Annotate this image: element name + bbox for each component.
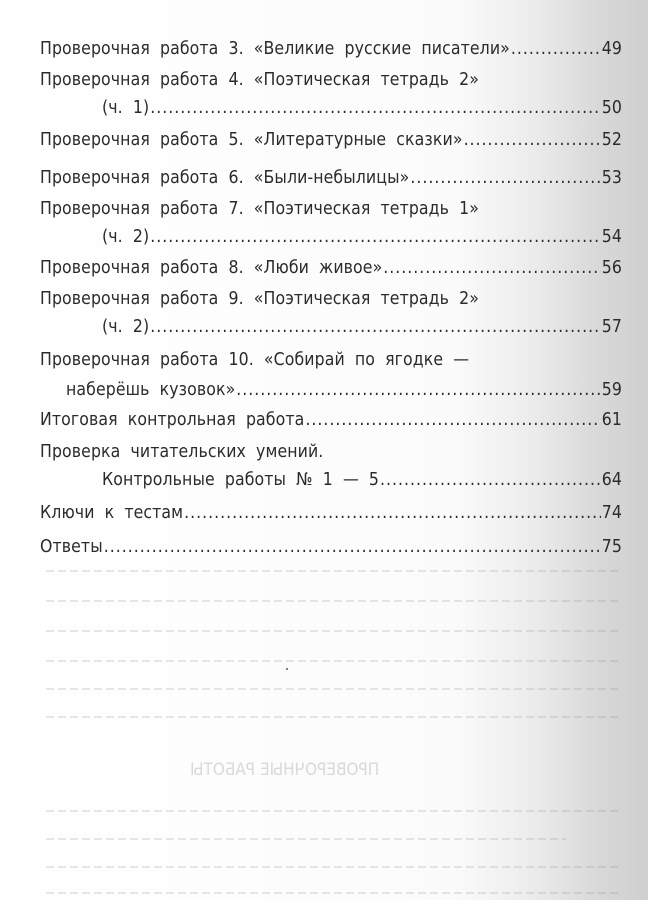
toc-page-number: 53 — [601, 168, 622, 188]
toc-entry-title: Проверочная работа 6. «Были-небылицы» — [40, 168, 410, 188]
toc-entry-subtitle: (ч. 2) — [102, 317, 150, 337]
dot-leader — [150, 97, 601, 119]
ghost-line — [46, 688, 622, 690]
dot-leader — [150, 226, 601, 248]
dot-leader — [236, 379, 600, 401]
toc-entry-answer-keys — [40, 502, 622, 524]
ghost-line — [46, 892, 622, 894]
toc-entry-6 — [40, 167, 622, 189]
toc-entry-10-continuation — [66, 379, 622, 401]
ghost-line — [46, 630, 622, 632]
toc-page-number: 74 — [601, 503, 622, 523]
toc-entry-title: Проверочная работа 4. «Поэтическая тетрадь 2» — [40, 70, 479, 90]
toc-entry-9-title — [40, 288, 479, 310]
dot-leader — [383, 257, 600, 279]
ghost-line — [46, 600, 622, 602]
toc-entry-reading-skills-continuation — [102, 469, 622, 491]
toc-page-number: 57 — [601, 317, 622, 337]
toc-entry-8 — [40, 257, 622, 279]
toc-entry-title: Итоговая контрольная работа — [40, 410, 305, 430]
dot-leader — [464, 129, 601, 151]
toc-entry-title: Проверочная работа 9. «Поэтическая тетрадь 2» — [40, 289, 479, 309]
toc-entry-subtitle: наберёшь кузовок» — [66, 380, 236, 400]
toc-entry-title: Проверочная работа 3. «Великие русские писатели» — [40, 39, 510, 59]
dot-leader — [410, 167, 600, 189]
toc-entry-subtitle: (ч. 2) — [102, 227, 150, 247]
ghost-line — [46, 866, 622, 868]
toc-entry-title: Проверочная работа 8. «Люби живое» — [40, 258, 383, 278]
dot-leader — [104, 536, 601, 558]
toc-entry-5 — [40, 129, 622, 151]
toc-page-number: 52 — [601, 130, 622, 150]
toc-page-number: 50 — [601, 98, 622, 118]
dot-leader — [184, 502, 601, 524]
toc-entry-3 — [40, 38, 622, 60]
dot-leader — [380, 469, 601, 491]
ghost-line — [46, 570, 622, 572]
toc-entry-title: Проверочная работа 7. «Поэтическая тетрадь 1» — [40, 199, 479, 219]
toc-page-number: 61 — [601, 410, 622, 430]
scan-speck — [286, 668, 288, 670]
ghost-line — [46, 810, 622, 812]
toc-entry-title: Проверочная работа 10. «Собирай по ягодке — — [40, 350, 470, 370]
toc-page-number: 59 — [601, 380, 622, 400]
toc-page-number: 49 — [601, 39, 622, 59]
toc-entry-title: Ответы — [40, 537, 103, 557]
dot-leader — [305, 409, 600, 431]
ghost-line — [46, 838, 566, 840]
toc-entry-10-title — [40, 349, 469, 371]
ghost-line — [46, 716, 622, 718]
toc-entry-subtitle: (ч. 1) — [102, 98, 150, 118]
toc-entry-title: Проверочная работа 5. «Литературные сказки» — [40, 130, 463, 150]
toc-page-number: 56 — [601, 258, 622, 278]
dot-leader — [150, 316, 601, 338]
toc-entry-answers — [40, 536, 622, 558]
toc-entry-7-continuation — [102, 226, 622, 248]
toc-entry-4-title — [40, 69, 479, 91]
toc-entry-4-continuation — [102, 97, 622, 119]
toc-entry-9-continuation — [102, 316, 622, 338]
toc-entry-7-title — [40, 198, 479, 220]
toc-entry-subtitle: Контрольные работы № 1 — 5 — [102, 470, 380, 490]
toc-page-number: 64 — [601, 470, 622, 490]
toc-entry-final-test — [40, 409, 622, 431]
toc-page-number: 54 — [601, 227, 622, 247]
toc-entry-title: Ключи к тестам — [40, 503, 184, 523]
toc-page-number: 75 — [601, 537, 622, 557]
toc-entry-title: Проверка читательских умений. — [40, 442, 324, 462]
ghost-line — [46, 660, 622, 662]
ghost-heading: ПРОВЕРОЧНЫЕ РАБОТЫ — [190, 760, 380, 780]
dot-leader — [511, 38, 601, 60]
toc-entry-reading-skills-title — [40, 441, 323, 463]
